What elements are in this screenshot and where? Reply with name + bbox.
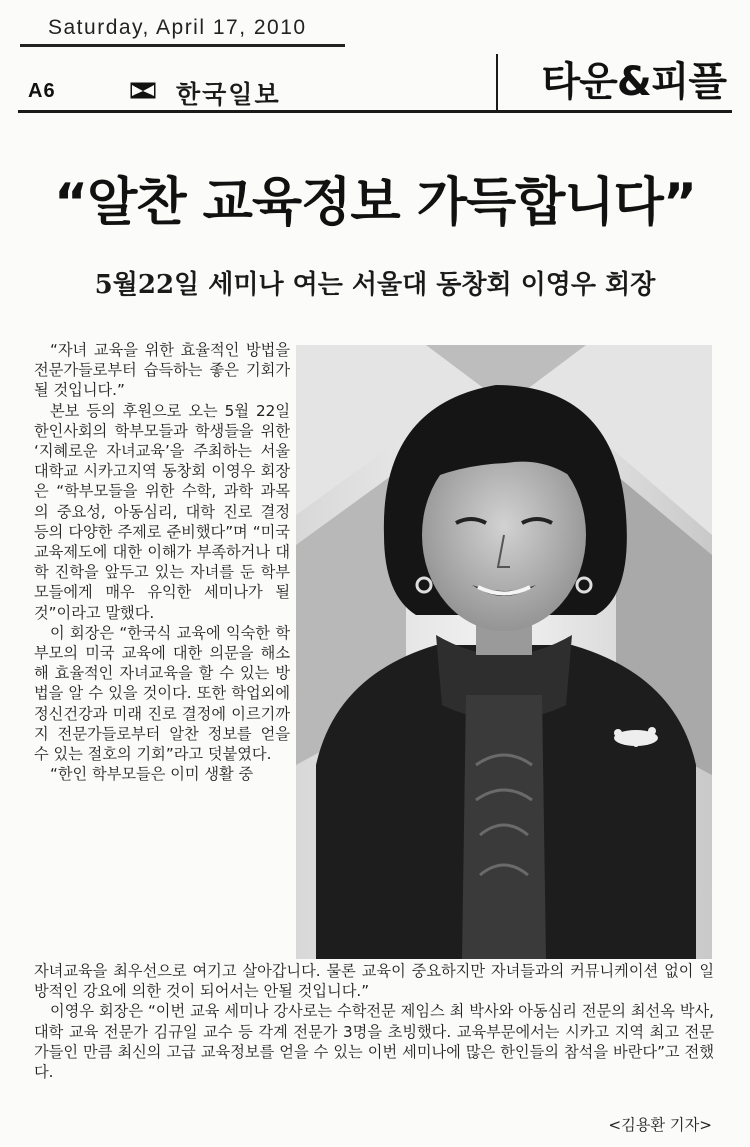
paragraph: “자녀 교육을 위한 효율적인 방법을 전문가들로부터 습득하는 좋은 기회가 될 것입니다.” <box>34 341 290 400</box>
article-headline: “알찬 교육정보 가득합니다” <box>53 173 697 233</box>
page-header <box>18 59 732 112</box>
paragraph: 자녀교육을 최우선으로 여기고 살아갑니다. 물론 교육이 중요하지만 자녀들과의 커뮤니케이션 없이 일방적인 강요에 의한 것이 되어서는 안될 것입니다.” <box>34 962 714 1001</box>
section-title: 타운&피플 <box>541 59 726 105</box>
issue-date: Saturday, April 17, 2010 <box>48 16 307 39</box>
paragraph: 본보 등의 후원으로 오는 5월 22일 한인사회의 학부모들과 학생들을 위한 ‘지혜로운 자녀교육’을 주최하는 서울대학교 시카고지역 동창회 이영우 회장은 “학부모들을 위한 수학, 과학 과목의 중요성, 아동심리, 대학 진로 결정 등의 다양한 주제로 준비했다”며 “미국 교육제도에 대한 이해가 부족하거나 대학 진학을 앞두고 있는 자녀를 둔 학부모들에게 매우 유익한 세미나가 될 것”이라고 말했다. <box>34 401 290 622</box>
paragraph: 이 회장은 “한국식 교육에 익숙한 학부모의 미국 교육에 대한 의문을 해소해 효율적인 자녀교육을 할 수 있는 방법을 알 수 있을 것이다. 또한 학업외에 정신건강과 미래 진로 결정에 이르기까지 전문가들로부터 알찬 정보를 얻을 수 있는 절호의 기회”라고 덧붙였다. <box>34 623 290 764</box>
section-divider <box>496 54 498 110</box>
header-rule <box>18 110 732 113</box>
paragraph: 이영우 회장은 “이번 교육 세미나 강사로는 수학전문 제임스 최 박사와 아동심리 전문의 최선옥 박사, 대학 교육 전문가 김규일 교수 등 각계 전문가 3명을 초빙했다. 교육부문에서는 시카고 지역 최고 전문가들인 만큼 최신의 고급 교육정보를 얻을 수 있는 이번 세미나에 많은 한인들의 참석을 바란다”고 전했다. <box>34 1002 714 1082</box>
article-column <box>34 340 290 784</box>
paragraph: “한인 학부모들은 이미 생활 중 <box>50 765 254 784</box>
article-continuation <box>34 961 714 1082</box>
byline: <김용환 기자> <box>608 1116 712 1134</box>
page-number: A6 <box>28 80 56 102</box>
newspaper-name: 한국일보 <box>176 80 281 109</box>
newspaper-logo-icon <box>130 82 156 99</box>
date-bar <box>20 8 345 47</box>
article-subhead: 5월22일 세미나 여는 서울대 동창회 이영우 회장 <box>94 270 656 300</box>
portrait-photo <box>296 345 712 959</box>
